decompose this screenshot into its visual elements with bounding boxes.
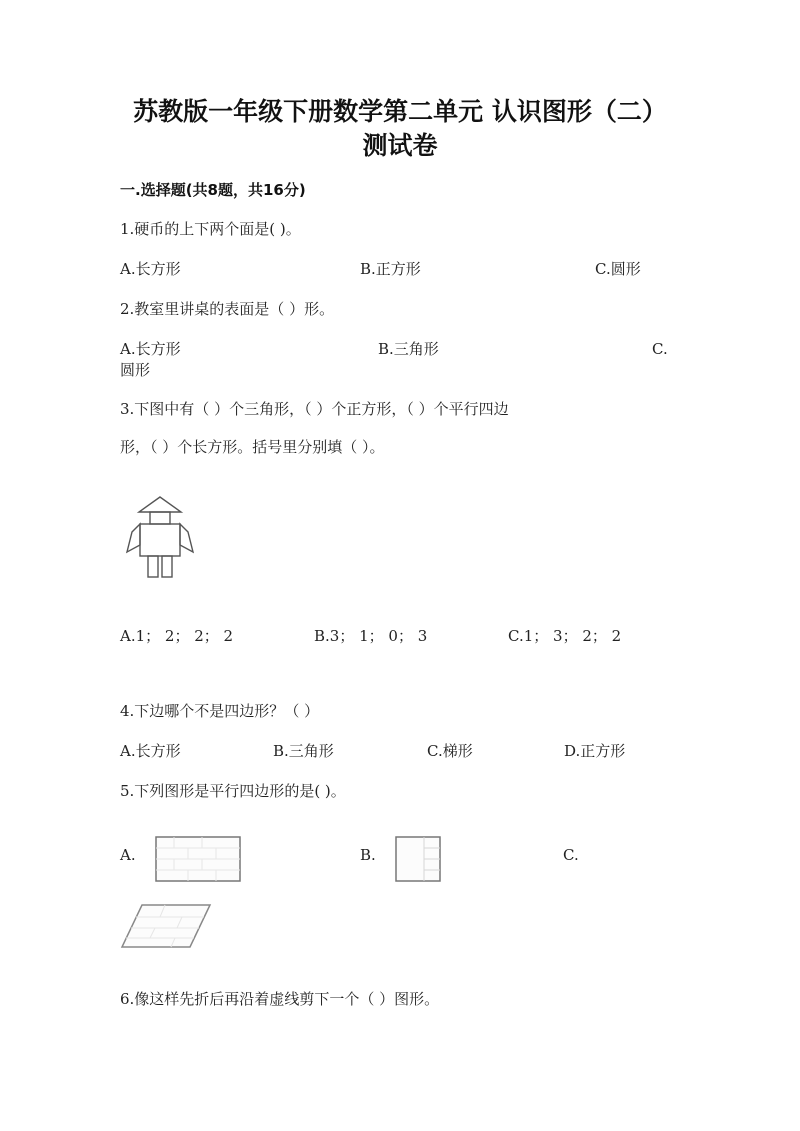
robot-hat-triangle [139, 497, 181, 512]
question-2-option-c-text: 圆形 [120, 361, 151, 379]
question-5-option-a: A. [120, 846, 136, 864]
robot-right-leg [162, 556, 172, 577]
robot-right-arm [180, 524, 193, 552]
robot-left-arm [127, 524, 140, 552]
parallelogram-shape-image [120, 902, 212, 950]
question-2-option-c: C. [652, 340, 668, 358]
robot-left-leg [148, 556, 158, 577]
question-1-option-b: B.正方形 [360, 260, 421, 278]
question-2-option-a: A.长方形 [120, 340, 181, 358]
question-3-option-a: A.1； 2； 2； 2 [120, 627, 234, 645]
question-1-option-c: C.圆形 [595, 260, 641, 278]
question-5-stem: 5.下列图形是平行四边形的是( )。 [120, 782, 346, 800]
question-2-stem: 2.教室里讲桌的表面是（ ）形。 [120, 300, 335, 318]
robot-head-square [150, 512, 170, 524]
title-line-2: 测试卷 [362, 131, 438, 160]
question-5-option-b: B. [360, 846, 376, 864]
question-4-option-b: B.三角形 [273, 742, 334, 760]
question-6-stem: 6.像这样先折后再沿着虚线剪下一个（ ）图形。 [120, 990, 440, 1008]
rectangle-shape-image [154, 835, 242, 883]
question-1-stem: 1.硬币的上下两个面是( )。 [120, 220, 301, 238]
question-3-stem-line-1: 3.下图中有（ ）个三角形，（ ）个正方形，（ ）个平行四边 [120, 400, 509, 418]
robot-figure [124, 495, 196, 581]
square-shape-image [394, 835, 442, 883]
question-1-option-a: A.长方形 [120, 260, 181, 278]
title-line-1: 苏教版一年级下册数学第二单元 认识图形（二） [133, 97, 667, 126]
question-4-option-a: A.长方形 [120, 742, 181, 760]
section-heading: 一.选择题(共8题，共16分) [120, 181, 306, 199]
question-2-option-b: B.三角形 [378, 340, 439, 358]
question-3-stem-line-2: 形，（ ）个长方形。括号里分别填（ ）。 [120, 438, 385, 456]
robot-body-square [140, 524, 180, 556]
question-3-option-c: C.1； 3； 2； 2 [508, 627, 622, 645]
question-4-option-d: D.正方形 [564, 742, 626, 760]
question-4-option-c: C.梯形 [427, 742, 473, 760]
question-5-option-c: C. [563, 846, 579, 864]
question-3-option-b: B.3； 1； 0； 3 [314, 627, 428, 645]
question-4-stem: 4.下边哪个不是四边形？（ ） [120, 702, 320, 720]
